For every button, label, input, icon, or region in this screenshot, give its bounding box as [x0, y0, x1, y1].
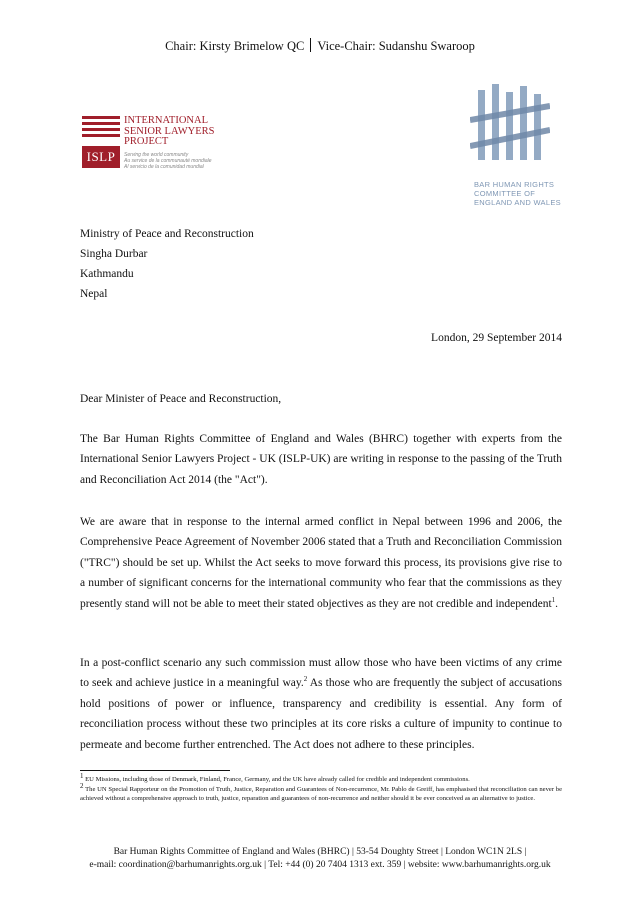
recipient-line: Singha Durbar — [80, 248, 148, 260]
footnote-divider — [80, 770, 230, 771]
islp-logo-abbr: ISLP — [82, 146, 120, 168]
footnote-ref-2[interactable]: 2 — [303, 675, 308, 684]
letter-date: London, 29 September 2014 — [431, 332, 562, 344]
islp-logo — [82, 116, 252, 170]
letterhead-officers — [0, 38, 640, 54]
body-paragraph-1: The Bar Human Rights Committee of England and Wales (BHRC) together with experts from the International Senior Lawyers Project - UK (ISLP-UK) are writing in response to the passing of the Truth and Reconciliation Act 2014 (the "Act"). — [80, 433, 562, 486]
footer-contact: e-mail: coordination@barhumanrights.org.uk | Tel: +44 (0) 20 7404 1313 ext. 359 | website: www.barhumanrights.org.uk — [89, 860, 551, 870]
islp-logo-bars — [82, 116, 120, 140]
recipient-line: Kathmandu — [80, 268, 134, 280]
body-paragraph-3: In a post-conflict scenario any such commission must allow those who have been victims of any crime to seek and achieve justice in a meaningful way.$^2$ As those who are frequently the subject of accusations hold positions of power or influence, transparency and credibility is essential. Any form of reconciliation process without these two principles at its core risks a culture of impunity to continue to permeate and become further entrenched. The Act does not adhere to these principles. — [80, 657, 563, 751]
salutation: Dear Minister of Peace and Reconstruction, — [80, 393, 282, 405]
footnote-ref-1[interactable]: 1 — [551, 595, 556, 604]
footer-address: Bar Human Rights Committee of England and Wales (BHRC) | 53-54 Doughty Street | London WC1N 2LS | — [113, 847, 527, 857]
footnotes — [80, 771, 562, 804]
footnote-2: $^2$ The UN Special Rapporteur on the Promotion of Truth, Justice, Reparation and Guarantees of Non-recurrence, Mr. Pablo de Greiff, has emphasised that reconciliation can never be achieved without a comprehensive approach to truth, justice, reparation and guarantees of non-recurrence and neither should it be ever conceived as an alternative to justice. — [80, 781, 562, 803]
vice-chair-name: Vice-Chair: Sudanshu Swaroop — [317, 39, 475, 53]
body-paragraph-2: We are aware that in response to the internal armed conflict in Nepal between 1996 and 2006, the Comprehensive Peace Agreement of November 2006 stated that a Truth and Reconciliation Commission ("TRC") should be set up. Whilst the Act seeks to move forward this process, its provisions give rise to a number of significant concerns for the international community who fear that the commissions as they presently stand will not be able to meet their stated objectives as they are not credible and independent$^1$. — [80, 516, 562, 610]
recipient-line: Ministry of Peace and Reconstruction — [80, 228, 254, 240]
recipient-address — [80, 224, 254, 304]
islp-logo-name: INTERNATIONAL SENIOR LAWYERS PROJECT — [124, 115, 215, 147]
bhrc-logo-icon — [470, 80, 550, 170]
header-divider — [310, 38, 311, 52]
footnote-1: $^1$ EU Missions, including those of Denmark, Finland, France, Germany, and the UK have already called for credible and independent commissions. — [80, 771, 470, 783]
chair-name: Chair: Kirsty Brimelow QC — [165, 39, 305, 53]
letter-footer — [0, 846, 640, 872]
islp-logo-tagline: Serving the world community Au service de la communauté mondiale Al servicio de la comunidad mundial — [124, 152, 212, 170]
bhrc-logo-text: BAR HUMAN RIGHTS COMMITTEE OF ENGLAND AND WALES — [474, 180, 561, 207]
recipient-line: Nepal — [80, 288, 108, 300]
